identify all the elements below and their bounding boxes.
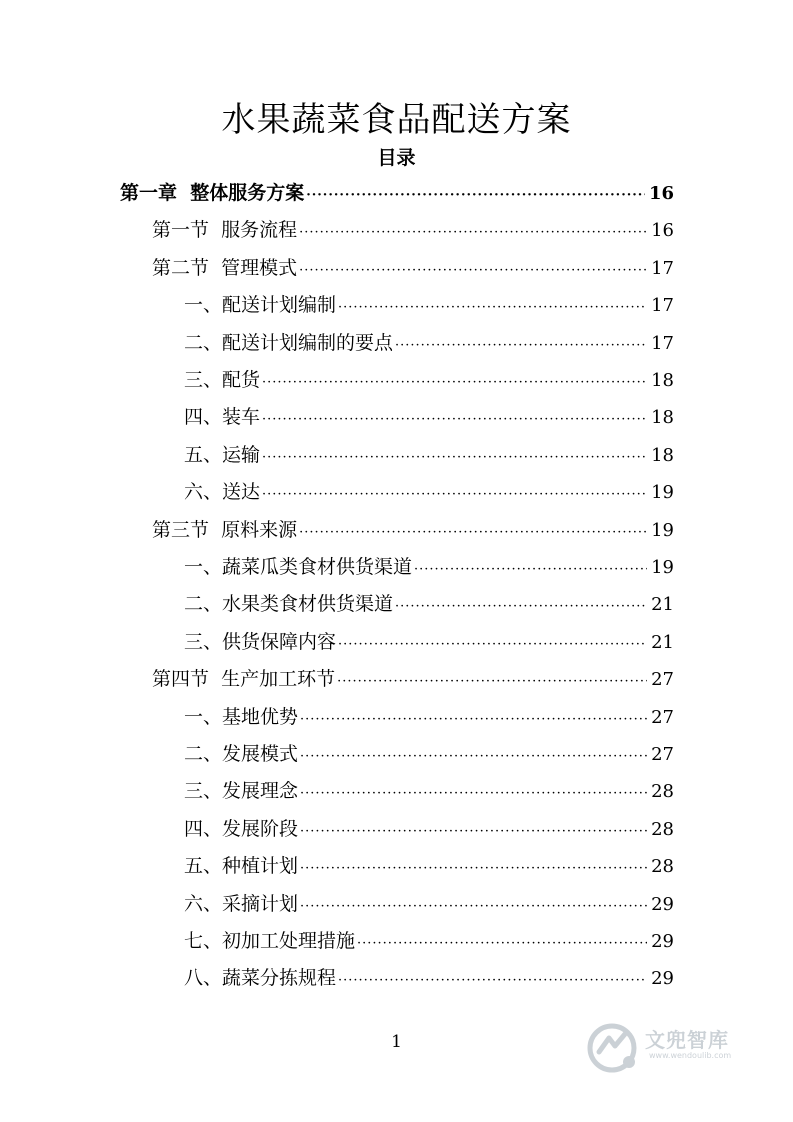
- toc-entry[interactable]: [184, 549, 674, 586]
- toc-dot-leader: [338, 626, 647, 663]
- toc-entry-label: 二、配送计划编制的要点: [184, 331, 394, 354]
- toc-entry-page: 19: [651, 519, 674, 541]
- toc-entry-label: 八、蔬菜分拣规程: [184, 967, 337, 990]
- toc-dot-leader: [299, 252, 647, 289]
- toc-dot-leader: [262, 476, 647, 513]
- toc-dot-leader: [300, 738, 647, 775]
- toc-dot-leader: [262, 439, 647, 476]
- toc-entry[interactable]: [184, 287, 674, 324]
- toc-entry[interactable]: [184, 437, 674, 474]
- toc-entry-label: 第二节 管理模式: [152, 256, 298, 279]
- watermark: [585, 1018, 755, 1078]
- toc-entry[interactable]: [120, 175, 674, 212]
- toc-entry-page: 28: [651, 781, 674, 803]
- toc-entry[interactable]: [152, 512, 674, 549]
- toc-entry-page: 28: [651, 818, 674, 840]
- toc-entry[interactable]: [184, 624, 674, 661]
- toc-dot-leader: [300, 813, 647, 850]
- toc-entry-label: 三、供货保障内容: [184, 630, 337, 653]
- page-number: 1: [391, 1032, 402, 1052]
- toc-entry-page: 29: [651, 893, 674, 915]
- toc-entry[interactable]: [184, 960, 674, 997]
- toc-entry-label: 第一节 服务流程: [152, 219, 298, 242]
- toc-entry-label: 三、发展理念: [184, 780, 299, 803]
- toc-entry[interactable]: [184, 811, 674, 848]
- toc-entry-label: 第三节 原料来源: [152, 518, 298, 541]
- toc-entry-label: 一、配送计划编制: [184, 294, 337, 317]
- toc-entry[interactable]: [184, 886, 674, 923]
- toc-entry-page: 27: [651, 669, 674, 691]
- toc-dot-leader: [357, 925, 647, 962]
- toc-dot-leader: [306, 177, 645, 214]
- toc-dot-leader: [300, 850, 647, 887]
- toc-entry[interactable]: [184, 362, 674, 399]
- toc-dot-leader: [300, 888, 647, 925]
- toc-entry-page: 19: [651, 557, 674, 578]
- document-title: 水果蔬菜食品配送方案: [221, 100, 572, 140]
- toc-entry[interactable]: [184, 923, 674, 960]
- toc-dot-leader: [262, 401, 647, 438]
- toc-entry-label: 五、运输: [184, 443, 261, 466]
- toc-entry[interactable]: [184, 586, 674, 623]
- wendou-logo-icon: [585, 1018, 643, 1076]
- toc-entry-label: 五、种植计划: [184, 855, 299, 878]
- toc-entry-page: 29: [651, 968, 674, 990]
- toc-dot-leader: [262, 364, 647, 401]
- toc-entry-page: 29: [651, 931, 674, 952]
- toc-entry-label: 二、发展模式: [184, 743, 299, 765]
- toc-entry[interactable]: [184, 848, 674, 885]
- toc-entry-label: 四、发展阶段: [184, 817, 299, 840]
- toc-entry[interactable]: [184, 773, 674, 810]
- toc-entry-page: 17: [651, 295, 674, 317]
- toc-entry-label: 二、水果类食材供货渠道: [184, 593, 394, 616]
- toc-entry-page: 17: [651, 332, 674, 354]
- toc-dot-leader: [299, 514, 647, 551]
- toc-entry-label: 四、装车: [184, 406, 261, 429]
- toc-dot-leader: [338, 962, 647, 999]
- toc-entry-label: 第四节 生产加工环节: [152, 668, 336, 691]
- toc-entry[interactable]: [184, 325, 674, 362]
- toc-entry-page: 19: [651, 482, 674, 504]
- toc-entry[interactable]: [184, 474, 674, 511]
- toc-entry[interactable]: [184, 736, 674, 773]
- toc-entry-label: 一、基地优势: [184, 705, 299, 728]
- toc-entry[interactable]: [152, 212, 674, 249]
- toc-dot-leader: [300, 701, 647, 738]
- toc-entry[interactable]: [184, 699, 674, 736]
- toc-entry-page: 27: [651, 706, 674, 728]
- toc-entry-label: 一、蔬菜瓜类食材供货渠道: [184, 556, 413, 578]
- toc-entry-page: 28: [651, 856, 674, 878]
- toc-entry-page: 21: [651, 631, 674, 653]
- toc-entry-label: 七、初加工处理措施: [184, 930, 356, 952]
- toc-dot-leader: [395, 588, 647, 625]
- toc-entry-page: 17: [651, 257, 674, 279]
- toc-dot-leader: [414, 551, 647, 588]
- toc-dot-leader: [299, 214, 647, 251]
- toc-entry-page: 21: [651, 594, 674, 616]
- watermark-url: www.wendoulib.com: [649, 1051, 732, 1060]
- toc-entry-page: 18: [651, 370, 674, 391]
- toc-dot-leader: [338, 289, 647, 326]
- toc-entry-label: 六、采摘计划: [184, 892, 299, 915]
- toc-dot-leader: [337, 663, 647, 700]
- toc-entry[interactable]: [152, 661, 674, 698]
- toc-entry-page: 16: [648, 183, 674, 204]
- toc-entry-page: 16: [651, 220, 674, 242]
- toc-entry-page: 18: [651, 444, 674, 466]
- toc-heading: 目录: [377, 147, 416, 169]
- toc-entry[interactable]: [184, 399, 674, 436]
- toc-entry-label: 第一章 整体服务方案: [120, 182, 305, 204]
- toc-entry-page: 27: [651, 744, 674, 765]
- toc-dot-leader: [395, 327, 647, 364]
- toc-entry-label: 三、配货: [184, 369, 261, 391]
- toc-entry-label: 六、送达: [184, 481, 261, 504]
- toc-entry-page: 18: [651, 407, 674, 429]
- toc-entry[interactable]: [152, 250, 674, 287]
- toc-dot-leader: [300, 775, 647, 812]
- watermark-brand: 文兜智库: [645, 1028, 729, 1052]
